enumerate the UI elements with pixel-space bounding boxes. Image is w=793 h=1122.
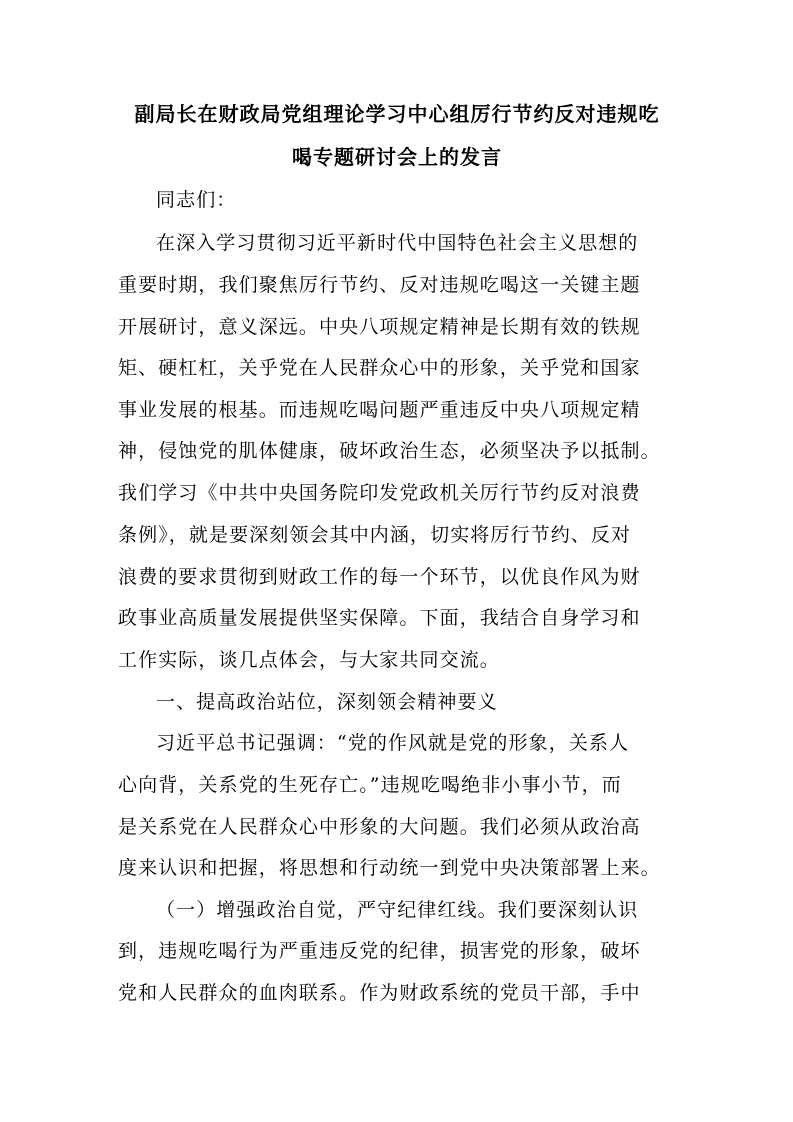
paragraph-line: 党和人民群众的血肉联系。作为财政系统的党员干部，手中: [118, 982, 641, 1004]
paragraph-line: 心向背，关系党的生死存亡。”违规吃喝绝非小事小节，而: [118, 774, 622, 796]
document-title-line-2: 喝专题研讨会上的发言: [292, 145, 502, 169]
paragraph-line: 在深入学习贯彻习近平新时代中国特色社会主义思想的: [156, 232, 639, 254]
paragraph-line: 政事业高质量发展提供坚实保障。下面，我结合自身学习和: [118, 607, 641, 629]
paragraph-line: 事业发展的根基。而违规吃喝问题严重违反中央八项规定精: [118, 399, 641, 421]
paragraph-line: 习近平总书记强调：“党的作风就是党的形象，关系人: [156, 732, 630, 754]
paragraph-line: 神，侵蚀党的肌体健康，破坏政治生态，必须坚决予以抵制。: [118, 440, 661, 462]
paragraph-line: （一）增强政治自觉，严守纪律红线。我们要深刻认识: [156, 899, 639, 921]
greeting: 同志们：: [156, 189, 237, 211]
paragraph-line: 到，违规吃喝行为严重违反党的纪律，损害党的形象，破坏: [118, 940, 641, 962]
section-heading-1: 一、提高政治站位，深刻领会精神要义: [156, 691, 498, 713]
document-title-line-1: 副局长在财政局党组理论学习中心组厉行节约反对违规吃: [134, 102, 660, 126]
paragraph-line: 我们学习《中共中央国务院印发党政机关厉行节约反对浪费: [118, 482, 641, 504]
paragraph-line: 条例》，就是要深刻领会其中内涵，切实将厉行节约、反对: [118, 524, 632, 546]
paragraph-line: 是关系党在人民群众心中形象的大问题。我们必须从政治高: [118, 816, 641, 838]
paragraph-line: 开展研讨，意义深远。中央八项规定精神是长期有效的铁规: [118, 316, 641, 338]
paragraph-line: 浪费的要求贯彻到财政工作的每一个环节，以优良作风为财: [118, 566, 641, 588]
paragraph-line: 度来认识和把握，将思想和行动统一到党中央决策部署上来。: [118, 857, 661, 879]
paragraph-line: 重要时期，我们聚焦厉行节约、反对违规吃喝这一关键主题: [118, 274, 641, 296]
paragraph-line: 工作实际，谈几点体会，与大家共同交流。: [118, 649, 500, 671]
paragraph-line: 矩、硬杠杠，关乎党在人民群众心中的形象，关乎党和国家: [118, 357, 641, 379]
